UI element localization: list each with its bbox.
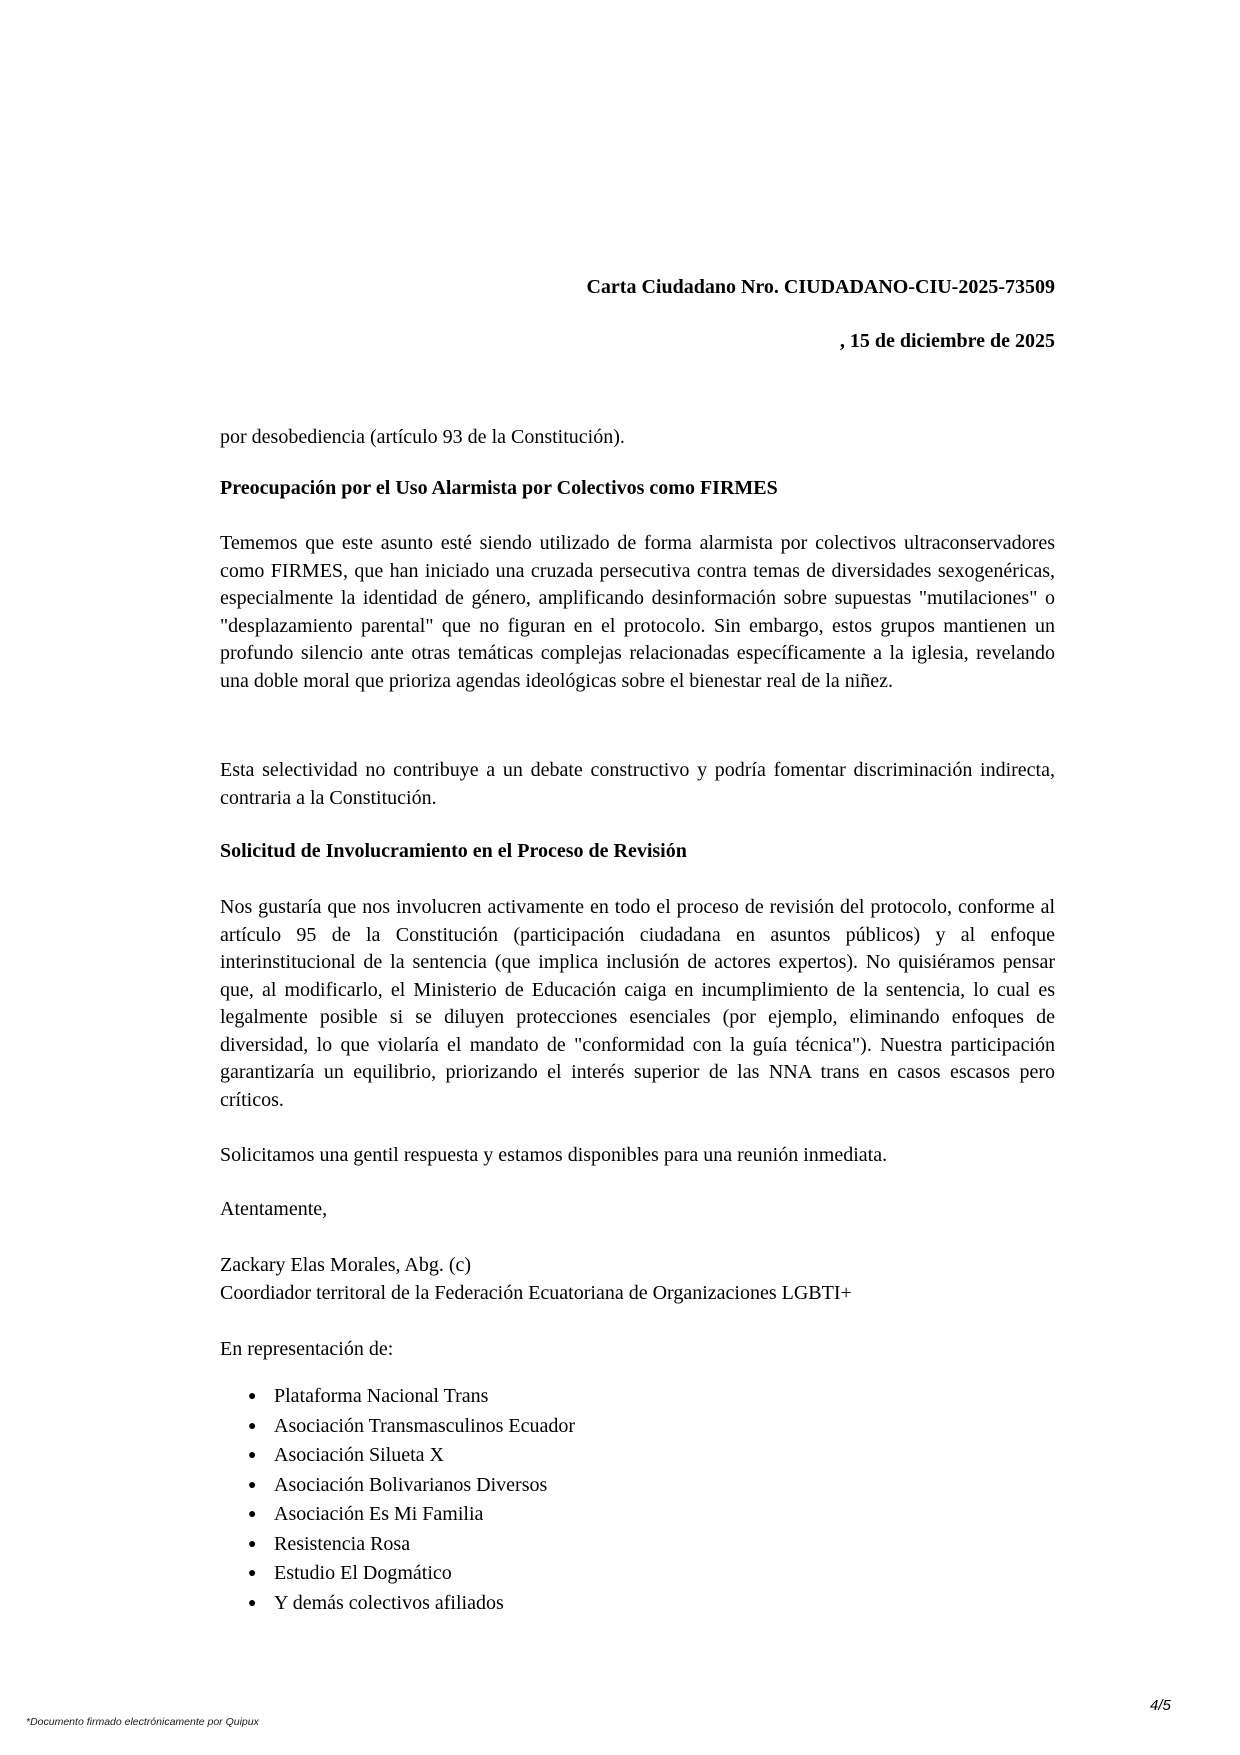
bullet-icon [248,1530,256,1560]
organization-name: Asociación Es Mi Familia [274,1503,484,1525]
organization-name: Asociación Transmasculinos Ecuador [274,1414,576,1437]
signature-block [220,1252,1055,1307]
section-heading-alarmista: Preocupación por el Uso Alarmista por Colectivos como FIRMES [220,477,778,499]
organization-name: Estudio El Dogmático [274,1562,452,1584]
paragraph-tememos: Tememos que este asunto esté siendo utilizado de forma alarmista por colectivos ultraconservadores como FIRMES, que han iniciado una cruzada persecutiva contra temas de diversidades sexogenéricas, especialmente la identidad de género, amplificando desinformación sobre supuestas "mutilaciones" o "desplazamiento parental" que no figuran en el protocolo. Sin embargo, estos grupos mantienen un profundo silencio ante otras temáticas complejas relacionadas específicamente a la iglesia, revelando una doble moral que prioriza agendas ideológicas sobre el bienestar real de la niñez. [220,532,1055,692]
paragraph-continuation: por desobediencia (artículo 93 de la Constitución). [220,426,625,448]
list-item-organization [220,1382,1055,1412]
list-item-organization [220,1500,1055,1530]
list-item-organization [220,1530,1055,1560]
signer-name: Zackary Elas Morales, Abg. (c) [220,1254,472,1276]
bullet-icon [248,1471,256,1501]
paragraph-involucramiento: Nos gustaría que nos involucren activamente en todo el proceso de revisión del protocolo, conforme al artículo 95 de la Constitución (participación ciudadana en asuntos públicos) y al enfoque interinstitucional de la sentencia (que implica inclusión de actores expertos). No quisiéramos pensar que, al modificarlo, el Ministerio de Educación caiga en incumplimiento de la sentencia, lo cual es legalmente posible si se diluyen protecciones esenciales (por ejemplo, eliminando enfoques de diversidad, lo que violaría el mandato de "conformidad con la guía técnica"). Nuestra participación garantizaría un equilibrio, priorizando el interés superior de las NNA trans en casos escasos pero críticos. [220,896,1055,1111]
paragraph-selectividad: Esta selectividad no contribuye a un debate constructivo y podría fomentar discriminación indirecta, contraria a la Constitución. [220,759,1055,809]
bullet-icon [248,1412,256,1442]
page-number: 4/5 [1150,1697,1171,1714]
bullet-icon [248,1441,256,1471]
representation-intro: En representación de: [220,1338,394,1360]
list-item-organization [220,1589,1055,1619]
list-item-organization [220,1559,1055,1589]
bullet-icon [248,1382,256,1412]
list-item-organization [220,1441,1055,1471]
bullet-icon [248,1559,256,1589]
list-item-organization [220,1412,1055,1442]
bullet-icon [248,1500,256,1530]
organization-name: Asociación Bolivarianos Diversos [274,1473,548,1496]
document-title: Carta Ciudadano Nro. CIUDADANO-CIU-2025-73509 [586,276,1055,298]
organization-name: Plataforma Nacional Trans [274,1385,489,1407]
organization-name: Asociación Silueta X [274,1444,444,1466]
paragraph-solicitamos: Solicitamos una gentil respuesta y estamos disponibles para una reunión inmediata. [220,1144,888,1166]
organizations-list [220,1382,1055,1618]
closing-salutation: Atentamente, [220,1198,328,1220]
document-date: , 15 de diciembre de 2025 [839,330,1055,352]
electronic-signature-note: *Documento firmado electrónicamente por Quipux [26,1716,259,1728]
signer-role: Coordiador territoral de la Federación Ecuatoriana de Organizaciones LGBTI+ [220,1281,852,1304]
section-heading-solicitud: Solicitud de Involucramiento en el Proceso de Revisión [220,840,687,862]
organization-name: Resistencia Rosa [274,1532,411,1555]
organization-name: Y demás colectivos afiliados [274,1591,504,1614]
bullet-icon [248,1589,256,1619]
list-item-organization [220,1471,1055,1501]
